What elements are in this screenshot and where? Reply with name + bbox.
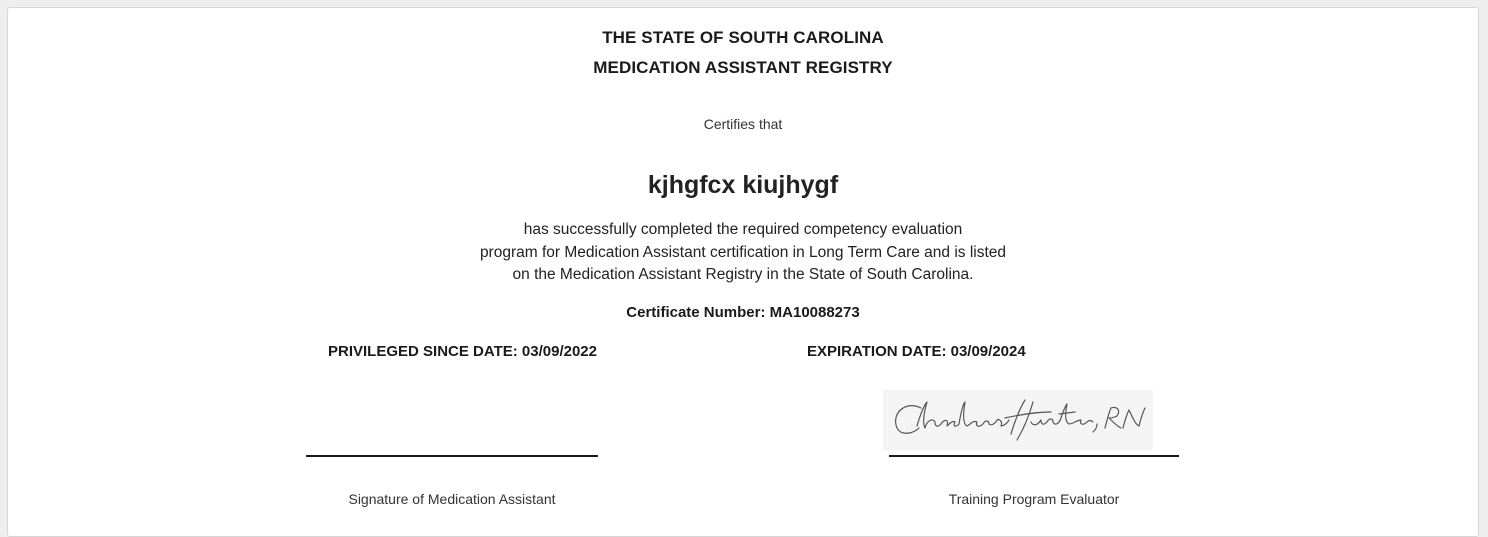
certification-statement	[8, 219, 1478, 287]
certificate-number: Certificate Number: MA10088273	[626, 304, 860, 321]
statement-line: has successfully completed the required competency evaluation	[523, 221, 963, 238]
privileged-since-date: PRIVILEGED SINCE DATE: 03/09/2022	[328, 343, 597, 360]
certifies-text: Certifies that	[703, 116, 783, 132]
statement-line: on the Medication Assistant Registry in the State of South Carolina.	[512, 266, 974, 283]
expiration-date: EXPIRATION DATE: 03/09/2024	[807, 343, 1026, 360]
evaluator-signature	[883, 390, 1153, 450]
statement-line: program for Medication Assistant certification in Long Term Care and is listed	[479, 243, 1007, 261]
assistant-signature-line	[306, 455, 598, 457]
evaluator-signature-label: Training Program Evaluator	[948, 491, 1120, 507]
registry-title: MEDICATION ASSISTANT REGISTRY	[593, 58, 893, 77]
certificate-card	[7, 7, 1479, 537]
assistant-signature-label: Signature of Medication Assistant	[348, 491, 556, 507]
holder-name: kjhgfcx kiujhygf	[647, 171, 839, 199]
evaluator-signature-line	[889, 455, 1179, 457]
state-title: THE STATE OF SOUTH CAROLINA	[602, 28, 884, 47]
